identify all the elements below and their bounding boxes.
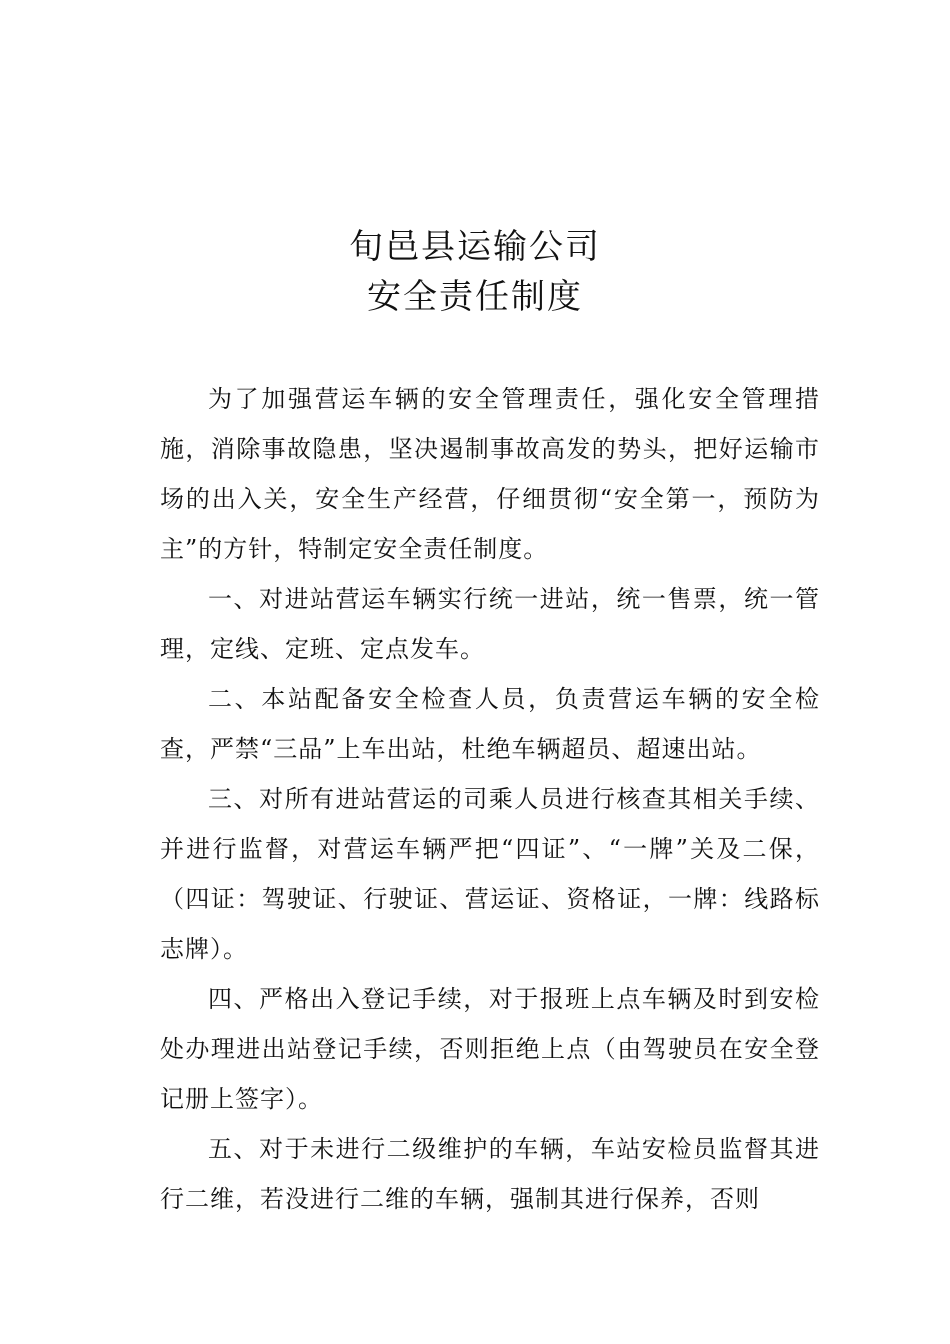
paragraph-item-1: 一、对进站营运车辆实行统一进站，统一售票，统一管理，定线、定班、定点发车。 — [160, 585, 820, 663]
document-title — [0, 222, 950, 322]
title-regulation: 安全责任制度 — [367, 277, 583, 317]
paragraph-item-2: 二、本站配备安全检查人员，负责营运车辆的安全检查，严禁“三品”上车出站，杜绝车辆超员、超速出站。 — [160, 685, 820, 763]
paragraph-intro: 为了加强营运车辆的安全管理责任，强化安全管理措施，消除事故隐患，坚决遏制事故高发的势头，把好运输市场的出入关，安全生产经营，仔细贯彻“安全第一，预防为主”的方针，特制定安全责任制度。 — [160, 385, 820, 563]
paragraph-item-4: 四、严格出入登记手续，对于报班上点车辆及时到安检处办理进出站登记手续，否则拒绝上点（由驾驶员在安全登记册上签字）。 — [160, 985, 820, 1113]
title-company: 旬邑县运输公司 — [349, 227, 601, 267]
paragraph-item-5: 五、对于未进行二级维护的车辆，车站安检员监督其进行二维，若没进行二维的车辆，强制其进行保养，否则 — [160, 1135, 820, 1213]
document-body — [160, 374, 820, 1224]
paragraph-item-3: 三、对所有进站营运的司乘人员进行核查其相关手续、并进行监督，对营运车辆严把“四证”、“一牌”关及二保，（四证：驾驶证、行驶证、营运证、资格证，一牌：线路标志牌）。 — [160, 785, 820, 963]
